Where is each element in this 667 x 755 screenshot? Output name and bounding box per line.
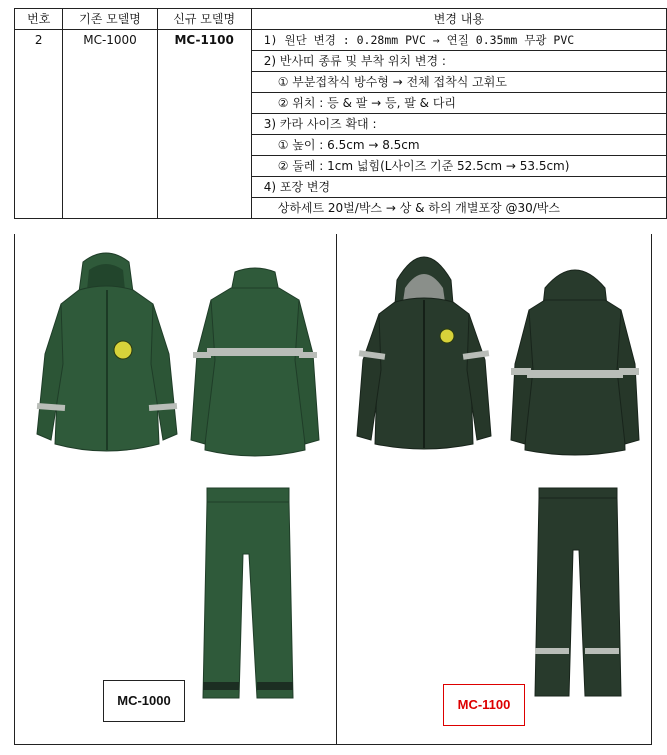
change-line: ② 위치 : 등 & 팔 → 등, 팔 & 다리 (251, 93, 666, 114)
change-line: 1) 원단 변경 : 0.28mm PVC → 연질 0.35mm 무광 PVC (251, 30, 666, 51)
product-photos (14, 234, 652, 745)
old-jacket-front-image (31, 244, 181, 474)
new-jacket-front-image (349, 240, 499, 464)
spec-change-table (14, 8, 667, 219)
old-jacket-back-image (185, 264, 325, 474)
new-pants-image (523, 486, 633, 702)
old-pants-image (193, 484, 303, 704)
change-line: 4) 포장 변경 (251, 177, 666, 198)
change-line: ① 부분접착식 방수형 → 전체 접착식 고휘도 (251, 72, 666, 93)
new-model-panel (337, 234, 652, 744)
new-model-label: MC-1100 (443, 684, 525, 726)
old-model-label: MC-1000 (103, 680, 185, 722)
change-line: 상하세트 20벌/박스 → 상 & 하의 개별포장 @30/박스 (251, 198, 666, 219)
row-old-model: MC-1000 (63, 30, 157, 219)
header-changes: 변경 내용 (251, 9, 666, 30)
header-num: 번호 (15, 9, 63, 30)
change-line: ② 둘레 : 1cm 넓힘(L사이즈 기준 52.5cm → 53.5cm) (251, 156, 666, 177)
row-new-model: MC-1100 (157, 30, 251, 219)
table-row (15, 30, 667, 51)
header-new-model: 신규 모델명 (157, 9, 251, 30)
row-num: 2 (15, 30, 63, 219)
header-old-model: 기존 모델명 (63, 9, 157, 30)
change-line: 3) 카라 사이즈 확대 : (251, 114, 666, 135)
change-line: 2) 반사띠 종류 및 부착 위치 변경 : (251, 51, 666, 72)
table-header-row (15, 9, 667, 30)
change-line: ① 높이 : 6.5cm → 8.5cm (251, 135, 666, 156)
old-model-panel (15, 234, 337, 744)
new-jacket-back-image (505, 260, 645, 470)
